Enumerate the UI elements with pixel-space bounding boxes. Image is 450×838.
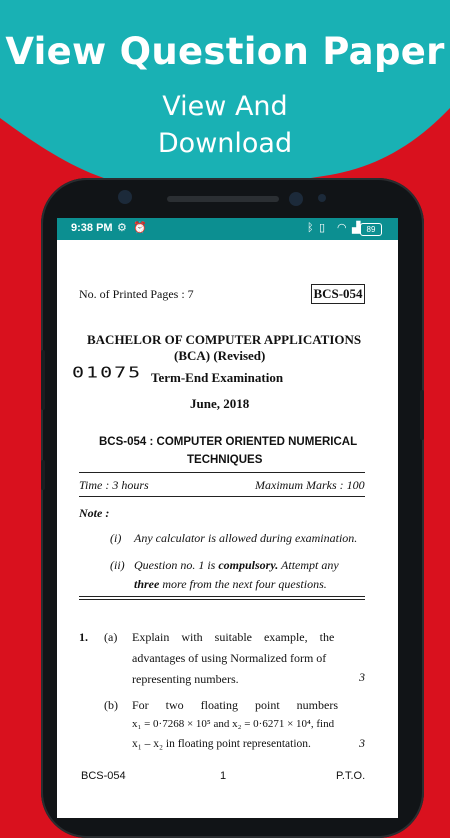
note-ii-part-d: three [134,577,160,591]
exam-date: June, 2018 [190,396,250,411]
divider-mid [79,496,365,497]
footer-pto: P.T.O. [336,770,366,782]
paper-code-box: BCS-054 [311,284,365,304]
iris-sensor-icon [289,192,303,206]
q1a-line1: Explain with suitable example, the [132,630,335,644]
divider-top [79,472,365,473]
handwritten-number: 01075 [72,363,143,381]
q1b-line1: For two floating point numbers [132,698,338,712]
footer-page-number: 1 [220,770,227,782]
sync-icon: ⚙ [117,222,127,234]
note-ii-text-line1 [134,558,339,573]
promo-headline: View Question Paper [5,30,445,73]
q1b-line3: x₁ – x₂ in floating point representation. [132,738,311,750]
q1-number: 1. [79,630,88,644]
phone-volume-button [41,350,45,410]
promo-subline-line2: Download [157,128,293,159]
printed-pages-text: No. of Printed Pages : 7 [79,287,194,301]
wifi-icon: ◠ [337,222,347,234]
promo-subline-line1: View And [162,91,288,122]
earpiece-speaker [167,196,279,202]
status-bar [57,218,398,240]
promo-subline [0,88,450,162]
q1b-line2: x₁ = 0·7268 × 10⁵ and x₂ = 0·6271 × 10⁴, find [132,718,335,730]
note-label: Note : [79,506,110,520]
programme-subtitle: (BCA) (Revised) [174,348,266,363]
note-ii-part-e: more from the next four questions. [162,577,327,591]
alarm-icon: ⏰ [133,222,147,234]
q1a-label: (a) [104,630,118,644]
footer-code: BCS-054 [81,770,126,782]
course-title-line1: BCS-054 : COMPUTER ORIENTED NUMERICAL [99,436,358,448]
q1a-line2: advantages of using Normalized form of [132,651,327,665]
q1b-marks: 3 [359,736,365,750]
note-i-num: (i) [110,531,122,545]
programme-title: BACHELOR OF COMPUTER APPLICATIONS [87,332,362,347]
front-camera-icon [118,190,132,204]
question-paper-page[interactable] [57,240,398,818]
note-ii-part-b: compulsory. [218,558,279,572]
proximity-sensor-icon [318,194,326,202]
q1a-marks: 3 [359,670,365,684]
note-ii-num: (ii) [110,558,125,572]
signal-icon: ▟ [352,222,361,234]
max-marks: Maximum Marks : 100 [255,478,365,492]
exam-time: Time : 3 hours [79,478,149,492]
note-ii-text-line2 [134,577,327,592]
divider-bottom-2 [79,599,365,600]
status-time: 9:38 PM [71,222,113,234]
q1b-label: (b) [104,698,118,712]
note-ii-part-a: Question no. 1 is [134,558,216,572]
phone-bixby-button [41,460,45,490]
battery-icon: 89 [360,223,382,236]
note-ii-part-c: Attempt any [281,558,339,572]
bluetooth-icon: ᛒ [307,222,314,234]
phone-power-button [420,390,424,440]
vibrate-icon: ▯ [319,222,326,234]
exam-title: Term-End Examination [151,370,284,385]
divider-bottom [79,596,365,597]
phone-screen [57,218,398,818]
note-i-text: Any calculator is allowed during examination. [134,531,358,545]
q1a-line3: representing numbers. [132,672,239,686]
course-title-line2: TECHNIQUES [187,454,263,466]
